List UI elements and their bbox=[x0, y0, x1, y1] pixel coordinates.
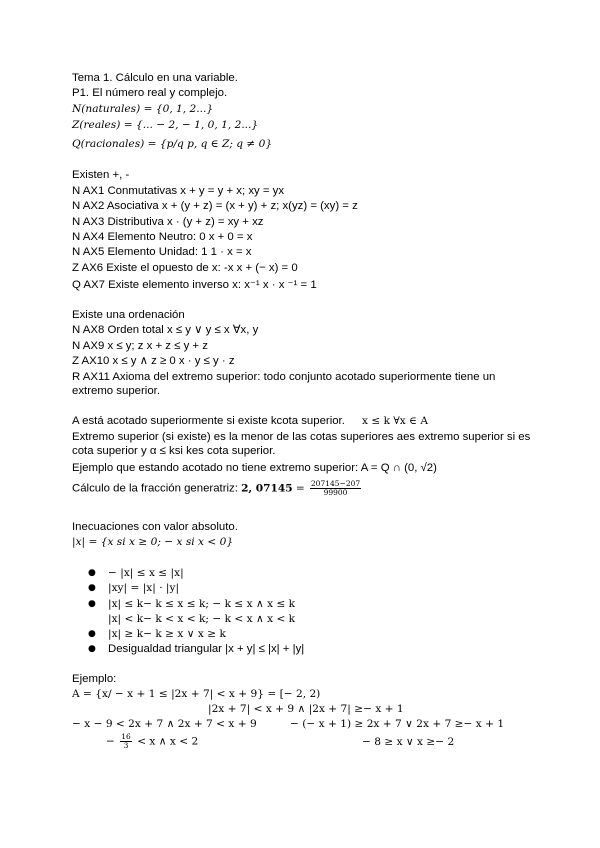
minus-sign: − bbox=[106, 735, 115, 748]
bullet-icon: ● bbox=[88, 568, 96, 578]
ejemplo-line-1: A = {x/ − x + 1 ≤ |2x + 7| < x + 9} = [− 2, 2) bbox=[72, 688, 321, 700]
bullet-icon: ● bbox=[88, 583, 96, 593]
inequality-rest: < x ∧ x < 2 bbox=[137, 735, 199, 748]
fraccion-value: 2, 07145 bbox=[241, 482, 293, 495]
fraction-denominator: 3 bbox=[123, 741, 129, 750]
ejemplo-header: Ejemplo: bbox=[72, 673, 117, 685]
bullet-icon: ● bbox=[88, 644, 96, 654]
axiom-4: N AX4 Elemento Neutro: 0 x + 0 = x bbox=[72, 231, 253, 243]
orden-header: Existe una ordenación bbox=[72, 309, 185, 321]
axiom-6: Z AX6 Existe el opuesto de x: -x x + (− x) = 0 bbox=[72, 262, 298, 274]
bullet-item-cont: |x| < k− k < x < k; − k < x ∧ x < k bbox=[108, 613, 296, 625]
ejemplo-line-3a: − x − 9 < 2x + 7 ∧ 2x + 7 < x + 9 bbox=[72, 718, 257, 730]
bullet-item: − |x| ≤ x ≤ |x| bbox=[108, 567, 184, 579]
fraccion-line: Cálculo de la fracción generatriz: 2, 07145 = $\frac{207145-207}{99900}$ bbox=[72, 479, 361, 497]
axiom-9: N AX9 x ≤ y; z x + z ≤ y + z bbox=[72, 340, 208, 352]
fraccion-denominator: 99900 bbox=[323, 488, 348, 497]
ejemplo-line-4b: − 8 ≥ x ∨ x ≥− 2 bbox=[362, 736, 455, 748]
acotado-formula: x ≤ k ∀x ∈ A bbox=[362, 415, 428, 427]
axiom-11-cont: extremo superior. bbox=[72, 385, 160, 397]
set-reales: Z(reales) = {... − 2, − 1, 0, 1, 2...} bbox=[72, 119, 259, 131]
fraction-numerator: 16 bbox=[121, 732, 131, 741]
bullet-icon: ● bbox=[88, 599, 96, 609]
fraccion-numerator: 207145−207 bbox=[310, 479, 361, 488]
bullet-item: |xy| = |x| · |y| bbox=[108, 582, 180, 594]
fraccion-label: Cálculo de la fracción generatriz: bbox=[72, 482, 238, 495]
ejemplo-line-2: |2x + 7| < x + 9 ∧ |2x + 7| ≥− x + 1 bbox=[208, 703, 404, 715]
axiom-1: N AX1 Conmutativas x + y = y + x; xy = yx bbox=[72, 185, 285, 197]
existen-header: Existen +, - bbox=[72, 169, 130, 181]
sixteen-thirds-fraction bbox=[120, 733, 132, 750]
axiom-11: R AX11 Axioma del extremo superior: todo conjunto acotado superiormente tiene un bbox=[72, 371, 496, 383]
extremo-line-2: cota superior y α ≤ ksi kes cota superior. bbox=[72, 445, 276, 457]
abs-definition: |x| = {x si x ≥ 0; − x si x < 0} bbox=[72, 536, 234, 548]
axiom-5: N AX5 Elemento Unidad: 1 1 · x = x bbox=[72, 246, 252, 258]
bullet-item: Desigualdad triangular |x + y| ≤ |x| + |y| bbox=[108, 643, 305, 655]
bullet-icon: ● bbox=[88, 629, 96, 639]
acotado-line: A está acotado superiormente si existe kcota superior. bbox=[72, 415, 345, 427]
bullet-item: |x| ≥ k− k ≥ x ∨ x ≥ k bbox=[108, 628, 226, 640]
axiom-7: Q AX7 Existe elemento inverso x: x⁻¹ x · x ⁻¹ = 1 bbox=[72, 279, 317, 291]
set-racionales: Q(racionales) = {p/q p, q ∈ Z; q ≠ 0} bbox=[72, 138, 273, 150]
ineq-header: Inecuaciones con valor absoluto. bbox=[72, 521, 238, 533]
axiom-3: N AX3 Distributiva x · (y + z) = xy + xz bbox=[72, 216, 264, 228]
ejemplo-line-3b: − (− x + 1) ≥ 2x + 7 ∨ 2x + 7 ≥− x + 1 bbox=[290, 718, 505, 730]
axiom-2: N AX2 Asociativa x + (y + z) = (x + y) + z; x(yz) = (xy) = z bbox=[72, 200, 358, 212]
axiom-8: N AX8 Orden total x ≤ y ∨ y ≤ x ∀x, y bbox=[72, 324, 259, 336]
ejemplo-line-4a bbox=[106, 733, 198, 750]
fraccion-fraction bbox=[310, 480, 361, 497]
bullet-item: |x| ≤ k− k ≤ x ≤ k; − k ≤ x ∧ x ≤ k bbox=[108, 598, 296, 610]
axiom-10: Z AX10 x ≤ y ∧ z ≥ 0 x · y ≤ y · z bbox=[72, 355, 235, 367]
extremo-line-1: Extremo superior (si existe) es la menor de las cotas superiores aes extremo superior si es bbox=[72, 431, 531, 443]
set-naturales: N(naturales) = {0, 1, 2...} bbox=[72, 103, 214, 115]
ejemplo-acotado: Ejemplo que estando acotado no tiene extremo superior: A = Q ∩ (0, √2) bbox=[72, 462, 437, 474]
doc-title: Tema 1. Cálculo en una variable. bbox=[72, 72, 238, 84]
doc-subtitle: P1. El número real y complejo. bbox=[72, 87, 228, 99]
